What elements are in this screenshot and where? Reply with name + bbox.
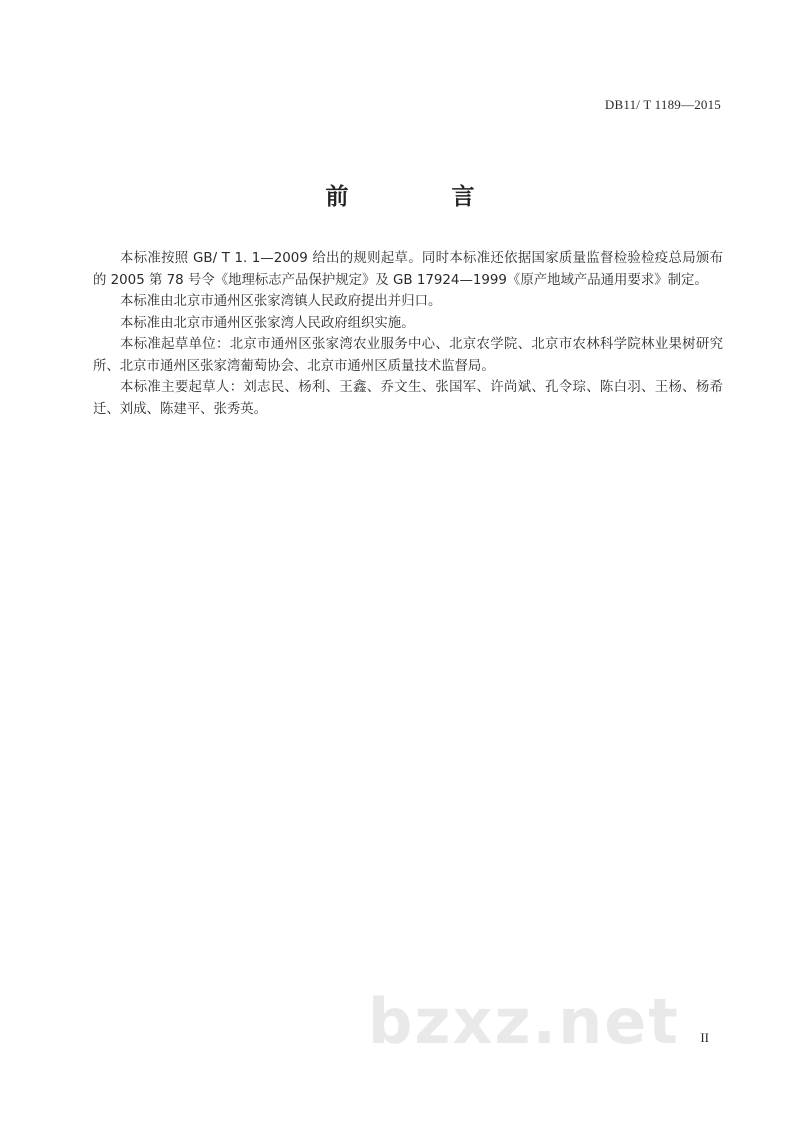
preface-body [93,248,723,420]
paragraph-proposer: 本标准由北京市通州区张家湾镇人民政府提出并归口。 [120,294,442,309]
document-code: DB11/ T 1189—2015 [604,97,721,112]
watermark: bzxz.net [368,985,680,1058]
paragraph-drafting-units: 本标准起草单位：北京市通州区张家湾农业服务中心、北京农学院、北京市农林科学院林业果树研究所、北京市通州区张家湾葡萄协会、北京市通州区质量技术监督局。 [93,337,723,374]
paragraph-implementer: 本标准由北京市通州区张家湾人民政府组织实施。 [120,315,415,331]
paragraph-drafters: 本标准主要起草人：刘志民、杨利、王鑫、乔文生、张国军、许尚斌、孔令琮、陈白羽、王杨、杨希迁、刘成、陈建平、张秀英。 [93,380,723,417]
paragraph-drafting-rules: 本标准按照 GB/ T 1. 1—2009 给出的规则起草。同时本标准还依据国家质量监督检验检疫总局颁布的 2005 第 78 号令《地理标志产品保护规定》及 GB 17924—1999《原产地域产品通用要求》制定。 [93,251,723,288]
page-number: II [700,1030,709,1045]
page-title: 前 言 [325,184,515,210]
